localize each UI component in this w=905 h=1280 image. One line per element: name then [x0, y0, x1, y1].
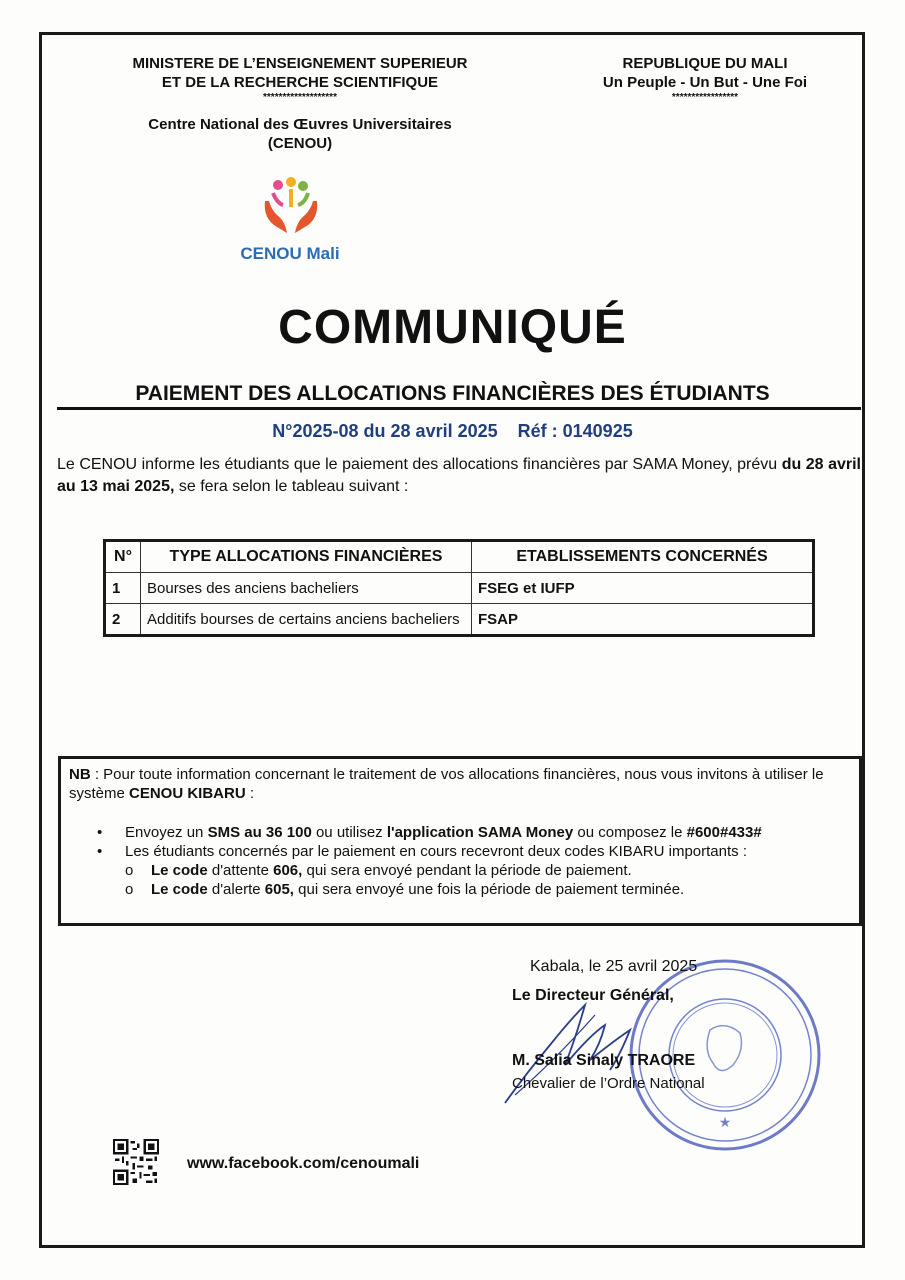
intro-text-1: Le CENOU informe les étudiants que le paiement des allocations financières par SAMA Money, prévu [57, 456, 782, 473]
s1-text-2: qui sera envoyé pendant la période de paiement. [302, 862, 632, 879]
col-estab-header: ETABLISSEMENTS CONCERNÉS [472, 541, 814, 573]
circle-bullet-icon: o [125, 862, 134, 879]
row-type: Additifs bourses de certains anciens bacheliers [141, 604, 472, 636]
row-type: Bourses des anciens bacheliers [141, 573, 472, 604]
place-date: Kabala, le 25 avril 2025 [530, 958, 698, 975]
table-row [105, 573, 814, 604]
republic-header [560, 54, 850, 104]
s2-text-1: d'alerte [207, 881, 265, 898]
nb-box [58, 756, 862, 926]
nb-system-name: CENOU KIBARU [129, 785, 246, 802]
logo-text: CENOU Mali [240, 244, 340, 263]
nb-intro [69, 765, 851, 803]
table-header-row [105, 541, 814, 573]
b1-text-1: Envoyez un [125, 824, 208, 841]
col-number-header: N° [105, 541, 141, 573]
s1-text-1: d'attente [207, 862, 274, 879]
nb-text-1: : Pour toute information concernant le traitement de vos allocations financières, nous vous invitons à utiliser le système [69, 766, 824, 802]
nb-text-2: : [245, 785, 255, 802]
alert-code: 605, [264, 881, 294, 898]
ref-code: Réf : 0140925 [517, 421, 633, 441]
row-estab: FSEG et IUFP [472, 573, 814, 604]
bullet-icon: • [97, 843, 103, 860]
cenou-logo [225, 175, 355, 265]
subtitle-underline [57, 407, 861, 410]
b2-text: Les étudiants concernés par le paiement en cours recevront deux codes KIBARU importants : [125, 843, 747, 860]
nb-bullet-list [97, 823, 851, 861]
republic-stars: ***************** [671, 92, 739, 103]
list-item [125, 880, 851, 899]
ministry-line-1: MINISTERE DE L’ENSEIGNEMENT SUPERIEUR [132, 55, 468, 72]
qr-code [113, 1139, 159, 1185]
ministry-stars: ******************* [263, 92, 337, 103]
app-name: l'application SAMA Money [386, 824, 574, 841]
page-title: COMMUNIQUÉ [278, 301, 627, 354]
row-estab: FSAP [472, 604, 814, 636]
intro-dates: du 28 avril au 13 mai 2025, [57, 456, 861, 495]
list-item [97, 842, 851, 861]
s2-text-2: qui sera envoyé une fois la période de paiement terminée. [293, 881, 685, 898]
ministry-line-2: ET DE LA RECHERCHE SCIENTIFIQUE [161, 74, 439, 91]
org-line-1: Centre National des Œuvres Universitaires [148, 116, 452, 133]
org-line-2: (CENOU) [267, 135, 333, 152]
ussd-code: #600#433# [686, 824, 762, 841]
s2-bold: Le code [151, 881, 208, 898]
wait-code: 606, [273, 862, 303, 879]
subtitle: PAIEMENT DES ALLOCATIONS FINANCIÈRES DES ÉTUDIANTS [135, 382, 770, 405]
republic-line-1: REPUBLIQUE DU MALI [622, 55, 788, 72]
nb-label: NB [69, 766, 91, 783]
row-number: 2 [105, 604, 141, 636]
signatory-distinction: Chevalier de l’Ordre National [512, 1075, 705, 1092]
list-item [97, 823, 851, 842]
circle-bullet-icon: o [125, 881, 134, 898]
row-number: 1 [105, 573, 141, 604]
allocations-table [103, 539, 815, 637]
nb-sub-list [125, 861, 851, 899]
list-item [125, 861, 851, 880]
signatory-role: Le Directeur Général, [512, 987, 674, 1004]
facebook-link[interactable]: www.facebook.com/cenoumali [187, 1155, 420, 1172]
org-header [100, 115, 500, 153]
b1-text-2: ou utilisez [311, 824, 387, 841]
b1-text-3: ou composez le [573, 824, 687, 841]
reference-line [0, 421, 905, 442]
table-row [105, 604, 814, 636]
s1-bold: Le code [151, 862, 208, 879]
hands-people-icon [225, 175, 355, 237]
ref-number: N°2025-08 du 28 avril 2025 [272, 421, 498, 441]
intro-text-2: se fera selon le tableau suivant : [174, 478, 409, 495]
signatory-name: M. Salia Sinaly TRAORE [512, 1052, 696, 1069]
ministry-header [100, 54, 500, 104]
svg-text:★: ★ [718, 1114, 732, 1130]
col-type-header: TYPE ALLOCATIONS FINANCIÈRES [141, 541, 472, 573]
republic-motto: Un Peuple - Un But - Une Foi [602, 74, 808, 91]
intro-paragraph [57, 454, 861, 498]
sms-number: SMS au 36 100 [207, 824, 312, 841]
bullet-icon: • [97, 824, 103, 841]
